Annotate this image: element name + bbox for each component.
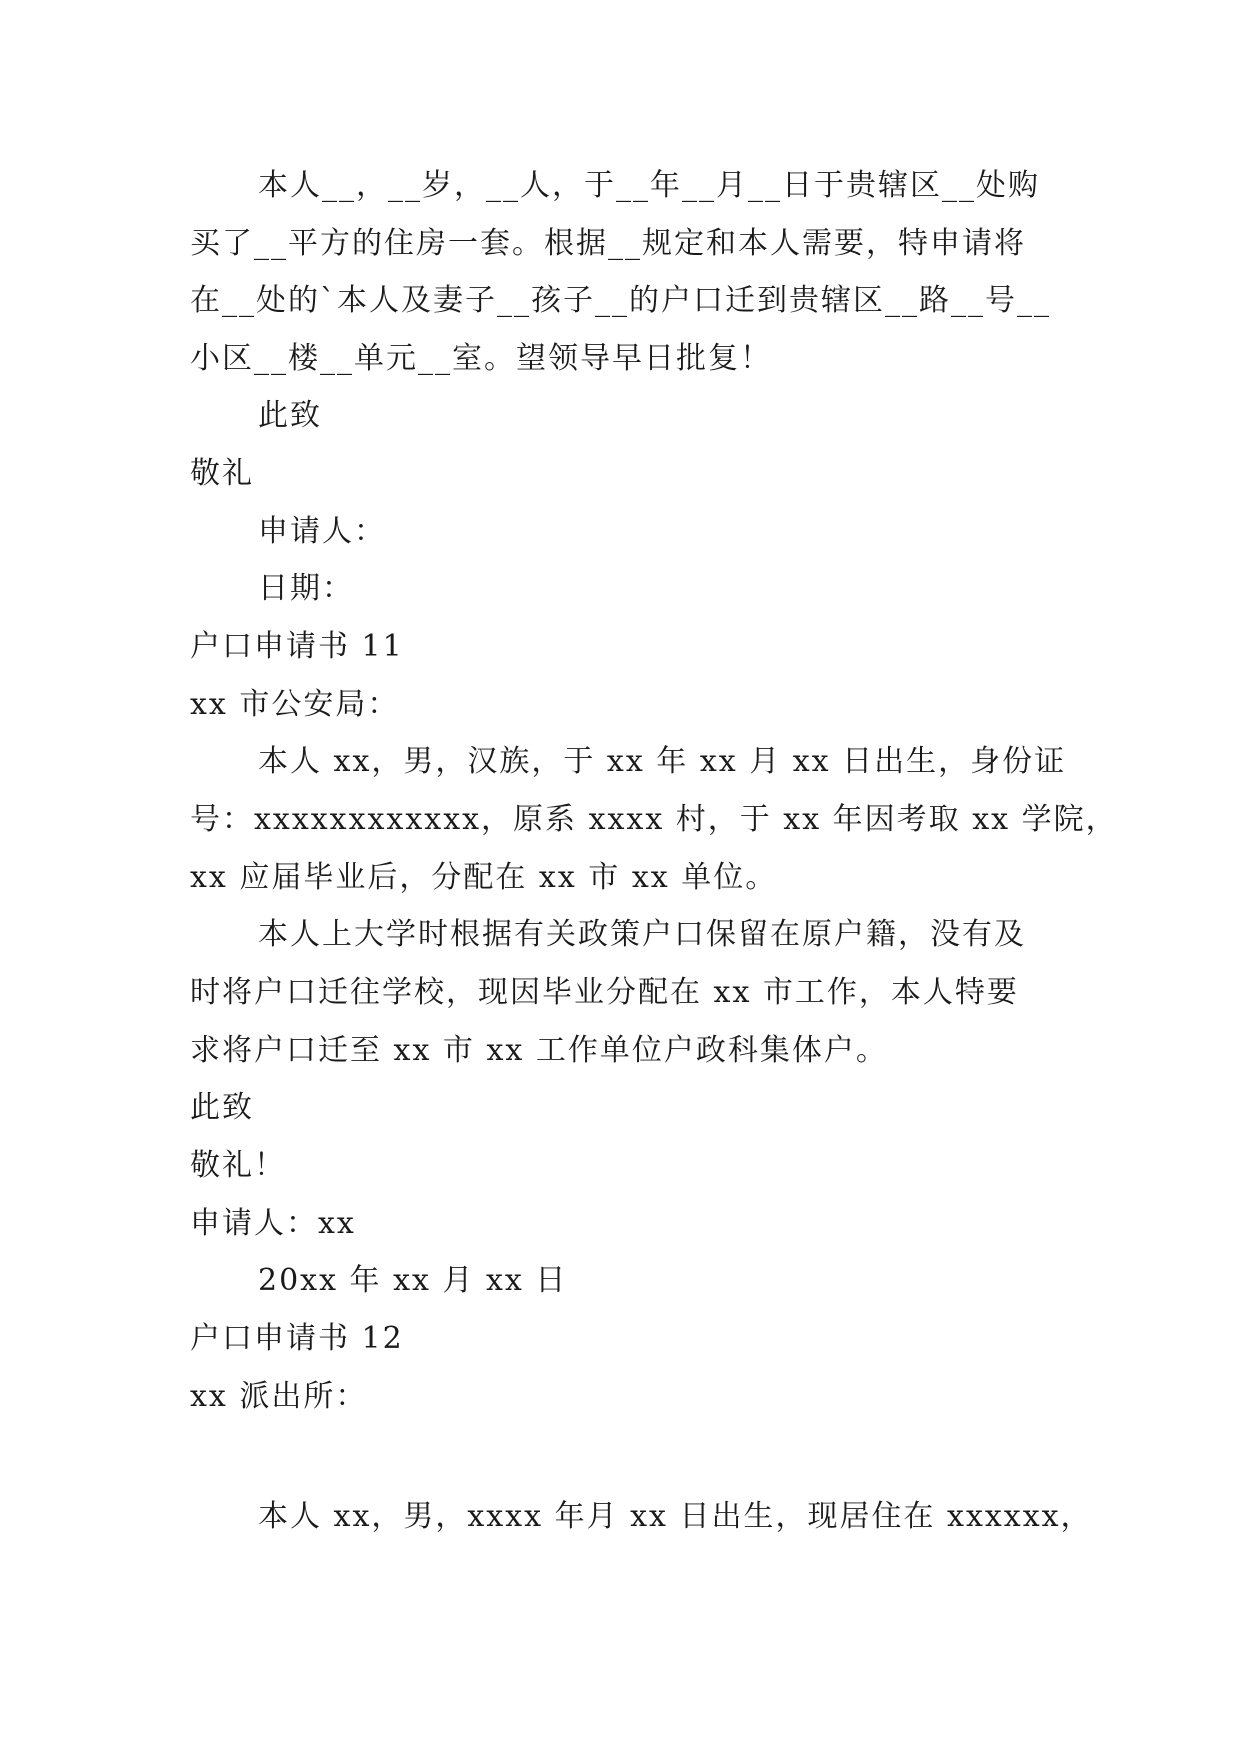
text-line: 求将户口迁至 xx 市 xx 工作单位户政科集体户。 bbox=[190, 1033, 888, 1068]
date-line: 20xx 年 xx 月 xx 日 bbox=[258, 1263, 568, 1298]
text-line: 本人 xx，男，汉族，于 xx 年 xx 月 xx 日出生，身份证 bbox=[258, 744, 1067, 779]
text-line: 买了__平方的住房一套。根据__规定和本人需要，特申请将 bbox=[190, 226, 1026, 261]
date-label: 日期： bbox=[258, 571, 354, 606]
closing-salutation: 此致 bbox=[258, 398, 322, 433]
applicant-label: 申请人： bbox=[258, 514, 386, 549]
recipient: xx 派出所： bbox=[190, 1379, 368, 1414]
text-line: 在__处的`本人及妻子__孩子__的户口迁到贵辖区__路__号__ bbox=[190, 283, 1051, 318]
closing-salutation: 此致 bbox=[190, 1090, 254, 1125]
text-line: 本人 xx，男，xxxx 年月 xx 日出生，现居住在 xxxxxx， bbox=[258, 1499, 1093, 1534]
text-line: 号：xxxxxxxxxxxx，原系 xxxx 村，于 xx 年因考取 xx 学院， bbox=[190, 802, 1118, 837]
applicant-label: 申请人：xx bbox=[190, 1206, 356, 1241]
text-line: 本人上大学时根据有关政策户口保留在原户籍，没有及 bbox=[258, 917, 1026, 952]
closing-regards: 敬礼！ bbox=[190, 1148, 286, 1183]
text-line: 时将户口迁往学校，现因毕业分配在 xx 市工作，本人特要 bbox=[190, 975, 1019, 1010]
section-heading: 户口申请书 12 bbox=[190, 1321, 404, 1356]
closing-regards: 敬礼 bbox=[190, 456, 254, 491]
section-heading: 户口申请书 11 bbox=[190, 629, 404, 664]
text-line: xx 应届毕业后，分配在 xx 市 xx 单位。 bbox=[190, 860, 778, 895]
text-line: 小区__楼__单元__室。望领导早日批复！ bbox=[190, 341, 772, 376]
text-line: 本人__，__岁，__人，于__年__月__日于贵辖区__处购 bbox=[258, 168, 1040, 203]
recipient: xx 市公安局： bbox=[190, 687, 400, 722]
